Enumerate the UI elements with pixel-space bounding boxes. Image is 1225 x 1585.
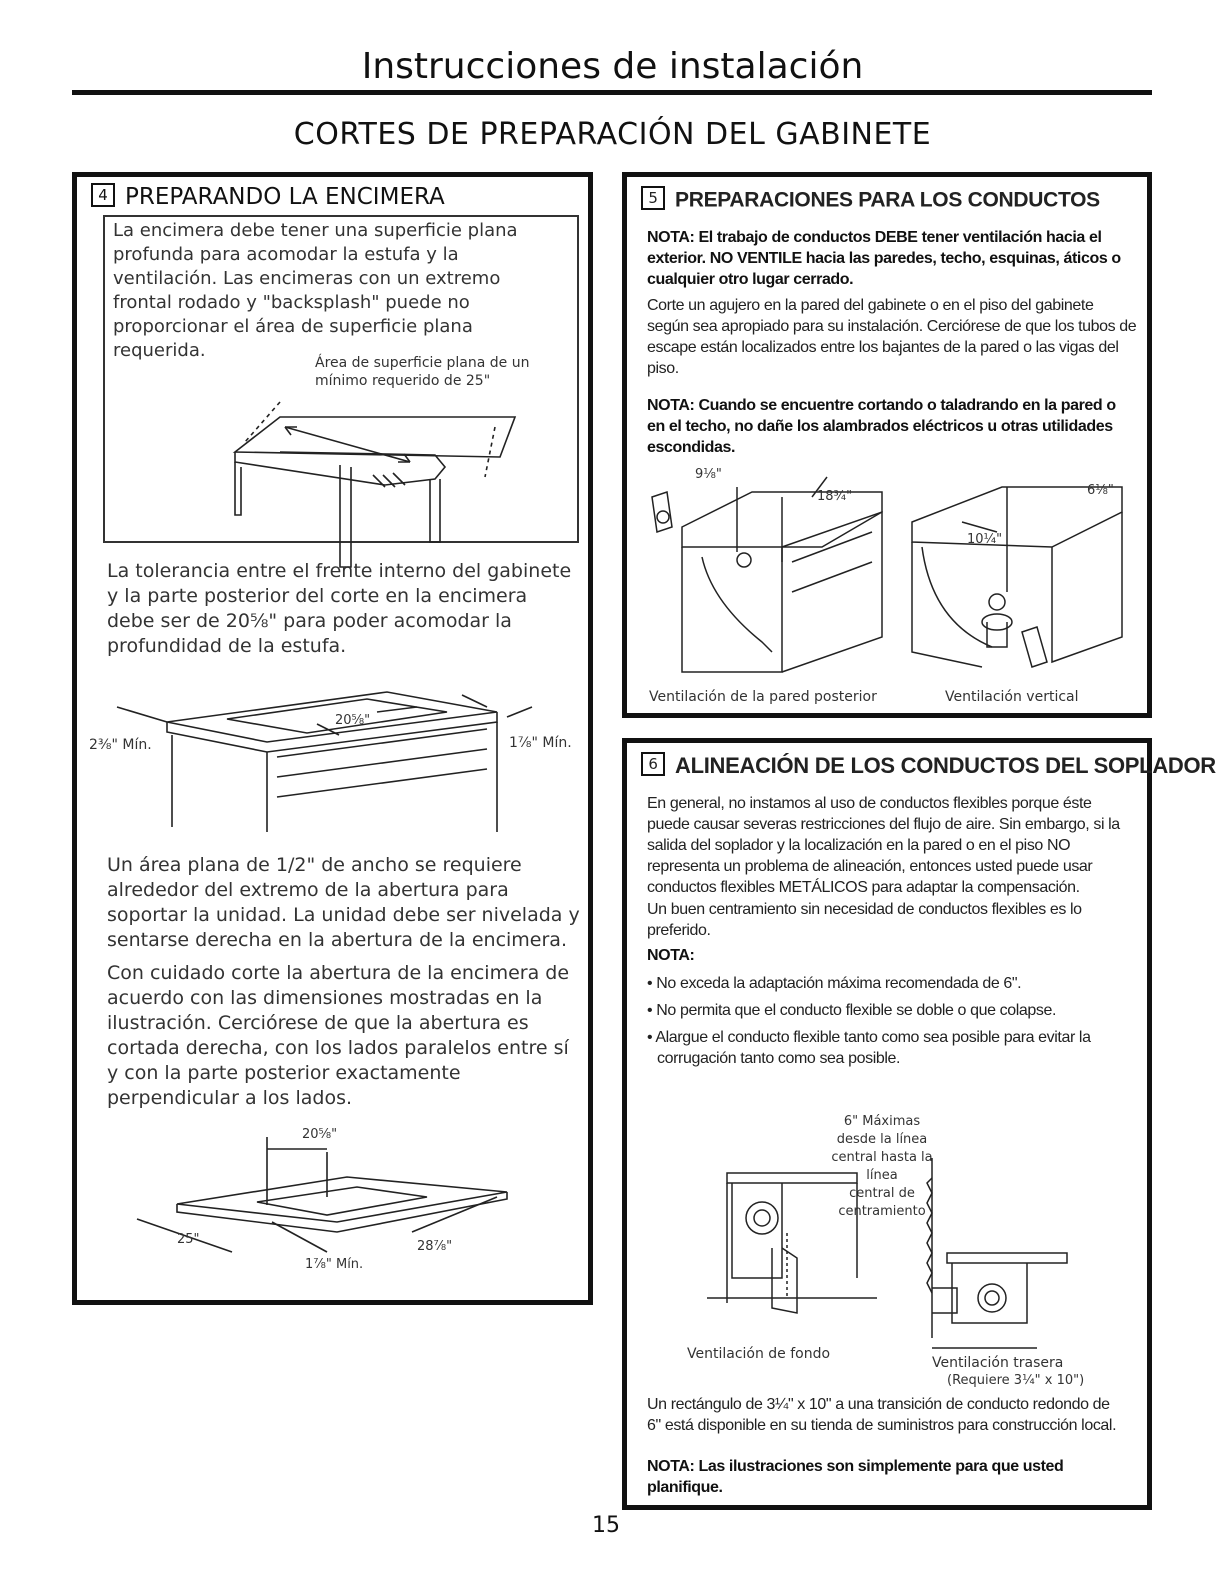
offset-label-line: línea [866, 1168, 898, 1183]
offset-label-line: desde la línea [836, 1132, 928, 1147]
panel6-title: ALINEACIÓN DE LOS CONDUCTOS DEL SOPLADOR [675, 753, 1216, 778]
dim-20-5-8: 20⅝" [335, 713, 371, 728]
tolerance-paragraph: La tolerancia entre el frente interno del gabinete y la parte posterior del corte en la encimera debe ser de 20⅝" para poder acomodar la profundidad de la estufa. [107, 560, 572, 657]
bullet-item: • No exceda la adaptación máxima recomendada de 6". [647, 975, 1022, 992]
panel-duct-preparation [622, 172, 1152, 718]
bullet-item: • No permita que el conducto flexible se doble o que colapse. [647, 1002, 1057, 1019]
offset-label-line: central de [849, 1186, 915, 1201]
offset-label-line: central hasta la [831, 1150, 933, 1165]
dim-18-3-4: 18¾" [817, 489, 853, 504]
panel6-transition-paragraph: Un rectángulo de 3¼" x 10" a una transición de conducto redondo de 6" está disponible en su tienda de suministros para construcción local. [647, 1396, 1117, 1434]
vertical-vent-illustration [902, 472, 1162, 682]
offset-label-line: 6" Máximas [843, 1114, 921, 1129]
panel6-heading [641, 755, 1216, 779]
bullet-text-2: No permita que el conducto flexible se doble o que colapse. [656, 1002, 1057, 1019]
step-number-6: 6 [641, 752, 665, 776]
caption-rear-vent: Ventilación trasera [932, 1355, 1064, 1371]
flat-area-label: Área de superficie plana de un mínimo requerido de 25" [315, 355, 530, 389]
panel5-cutting-paragraph: Corte un agujero en la pared del gabinete o en el piso del gabinete según sea apropiado para su instalación. Cerciórese de que los tubos de escape están localizados entre los bajantes de la pared o las vigas del piso. [647, 297, 1137, 377]
rear-wall-vent-illustration [642, 472, 902, 682]
dim-cut-length: 28⅞" [417, 1239, 453, 1254]
dim-cut-min: 1⅞" Mín. [305, 1257, 364, 1272]
panel6-centering-paragraph: Un buen centramiento sin necesidad de conductos flexibles es lo preferido. [647, 901, 1082, 939]
dim-6-1-8: 6⅛" [1087, 483, 1114, 498]
header-rule [72, 90, 1152, 95]
rear-vent-illustration [917, 1138, 1137, 1338]
caption-bottom-vent: Ventilación de fondo [687, 1346, 831, 1362]
countertop-box-text: La encimera debe tener una superficie plana profunda para acomodar la estufa y la ventilación. Las encimeras con un extremo frontal rodado y "backsplash" puede no proporcionar el área de superficie plana requerida. [113, 220, 518, 361]
bullet-item: • Alargue el conducto flexible tanto como sea posible para evitar la corrugación tanto como sea posible. [647, 1029, 1091, 1067]
caption-rear-vent-sub: (Requiere 3¼" x 10") [947, 1373, 1085, 1388]
cutout-dimensions-illustration [77, 1127, 598, 1307]
panel6-nota-label: NOTA: [647, 947, 695, 964]
panel4-title: PREPARANDO LA ENCIMERA [125, 184, 445, 210]
panel6-flexible-paragraph: En general, no instamos al uso de conductos flexibles porque éste puede causar severas restricciones del flujo de aire. Sin embargo, si la salida del soplador y la localización en la pared o en el piso NO representa un problema de alineación, entonces usted puede usar conductos flexibles METÁLICOS para adaptar la compensación. [647, 795, 1120, 896]
offset-label-line: centramiento [838, 1204, 926, 1219]
panel-preparing-countertop [72, 172, 593, 1305]
dim-cut-depth: 20⅝" [302, 1127, 338, 1142]
flat-area-paragraph: Un área plana de 1/2" de ancho se requiere alrededor del extremo de la abertura para soportar la unidad. La unidad debe ser nivelada y sentarse derecha en la abertura de la encimera. [107, 854, 580, 951]
step-number-4: 4 [91, 183, 115, 207]
bottom-vent-illustration [687, 1138, 887, 1318]
panel5-note-ventilation: NOTA: El trabajo de conductos DEBE tener ventilación hacia el exterior. NO VENTILE hacia las paredes, techo, esquinas, áticos o cualquier otro lugar cerrado. [647, 229, 1121, 288]
caption-rear-wall-vent: Ventilación de la pared posterior [649, 689, 877, 705]
bullet-text-1: No exceda la adaptación máxima recomendada de 6". [656, 975, 1022, 992]
step-number-5: 5 [641, 186, 665, 210]
dim-right-min: 1⅞" Mín. [509, 735, 572, 751]
caption-vertical-vent: Ventilación vertical [945, 689, 1079, 705]
bullet-text-3: Alargue el conducto flexible tanto como sea posible para evitar la corrugación tanto como sea posible. [655, 1029, 1091, 1067]
section-title: CORTES DE PREPARACIÓN DEL GABINETE [293, 117, 932, 152]
panel6-final-note: NOTA: Las ilustraciones son simplemente para que usted planifique. [647, 1458, 1064, 1496]
cutting-paragraph: Con cuidado corte la abertura de la encimera de acuerdo con las dimensiones mostradas en la ilustración. Cerciórese de que la abertura es cortada derecha, con los lados paralelos entre sí y con la parte posterior exactamente perpendicular a los lados. [107, 962, 570, 1109]
panel6-bullet-list [647, 973, 1117, 1069]
dim-left-min: 2⅜" Mín. [89, 737, 152, 753]
dim-cut-width: 25" [177, 1232, 200, 1247]
dim-10-1-4: 10¼" [967, 532, 1003, 547]
panel4-heading [91, 183, 445, 211]
dim-9-1-8: 9⅛" [695, 467, 722, 482]
panel-blower-duct-alignment [622, 738, 1216, 1510]
panel5-note-wiring: NOTA: Cuando se encuentre cortando o taladrando en la pared o en el techo, no dañe los alambrados eléctricos u otras utilidades escondidas. [647, 397, 1116, 456]
panel5-title: PREPARACIONES PARA LOS CONDUCTOS [675, 188, 1100, 212]
page-number: 15 [592, 1513, 620, 1538]
countertop-info-box [103, 215, 579, 543]
page-header-title: Instrucciones de instalación [361, 46, 864, 87]
panel5-heading [641, 189, 1100, 213]
countertop-profile-illustration [205, 367, 505, 557]
cabinet-cutout-illustration [77, 677, 598, 837]
